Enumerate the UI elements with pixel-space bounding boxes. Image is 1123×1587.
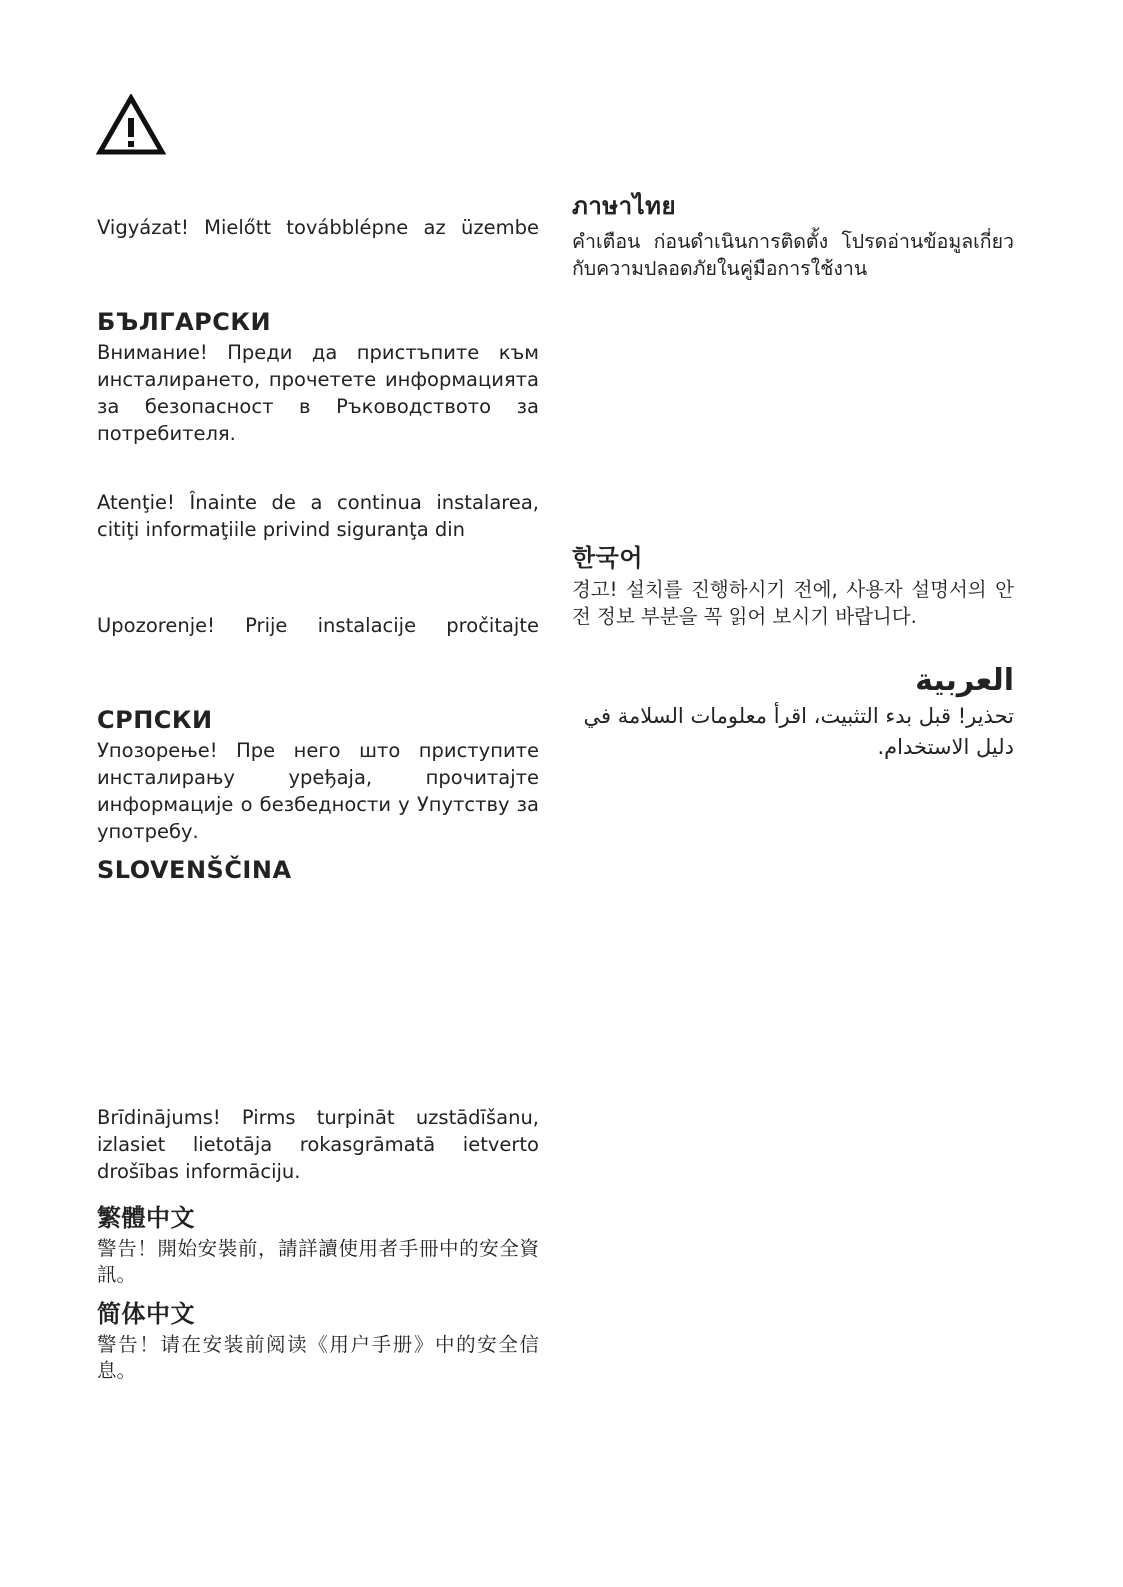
romanian-warning-text: Atenţie! Înainte de a continua instalarea, citiţi informaţiile privind siguranţa din [97, 491, 539, 541]
traditional-chinese-heading: 繁體中文 [97, 1204, 195, 1232]
latvian-warning-text: Brīdinājums! Pirms turpināt uzstādīšanu, izlasiet lietotāja rokasgrāmatā ietverto drošības informāciju. [97, 1106, 539, 1183]
section-latvian [97, 1104, 539, 1185]
section-hungarian [97, 214, 539, 241]
thai-warning-text: คำเตือน ก่อนดำเนินการติดตั้ง โปรดอ่านข้อมูลเกี่ยวกับความปลอดภัยในคู่มือการใช้งาน [572, 230, 1014, 280]
serbian-warning-text: Упозорење! Пре него што приступите инсталирању уређаја, прочитајте информације о безбедности у Упутству за употребу. [97, 739, 539, 843]
arabic-warning-text: تحذير! قبل بدء التثبيت، اقرأ معلومات السلامة في دليل الاستخدام. [583, 704, 1014, 759]
warning-triangle-icon [96, 94, 166, 156]
korean-heading: 한국어 [572, 544, 644, 572]
section-slovenian [97, 856, 539, 887]
simplified-chinese-warning-text: 警告！请在安装前阅读《用户手册》中的安全信息。 [97, 1333, 539, 1382]
arabic-heading: العربية [915, 663, 1014, 698]
section-romanian [97, 489, 539, 543]
thai-heading: ภาษาไทย [572, 192, 677, 220]
hungarian-warning-text: Vigyázat! Mielőtt továbblépne az üzembe [97, 216, 539, 239]
section-serbian [97, 706, 539, 845]
section-simplified-chinese [97, 1294, 539, 1384]
traditional-chinese-warning-text: 警告！開始安裝前，請詳讀使用者手冊中的安全資訊。 [97, 1237, 539, 1286]
section-traditional-chinese [97, 1198, 539, 1288]
korean-warning-text: 경고! 설치를 진행하시기 전에, 사용자 설명서의 안전 정보 부분을 꼭 읽어 보시기 바랍니다. [572, 578, 1014, 628]
section-thai [572, 186, 1014, 282]
section-bulgarian [97, 308, 539, 447]
bulgarian-warning-text: Внимание! Преди да пристъпите към инсталирането, прочетете информацията за безопасност в Ръководството за потребителя. [97, 341, 539, 445]
simplified-chinese-heading: 简体中文 [97, 1300, 195, 1328]
section-croatian [97, 612, 539, 639]
serbian-heading: СРПСКИ [97, 706, 213, 734]
slovenian-heading: SLOVENŠČINA [97, 856, 292, 884]
section-arabic [572, 663, 1014, 763]
bulgarian-heading: БЪЛГАРСКИ [97, 308, 272, 336]
croatian-warning-text: Upozorenje! Prije instalacije pročitajte [97, 614, 539, 637]
section-korean [572, 538, 1014, 630]
